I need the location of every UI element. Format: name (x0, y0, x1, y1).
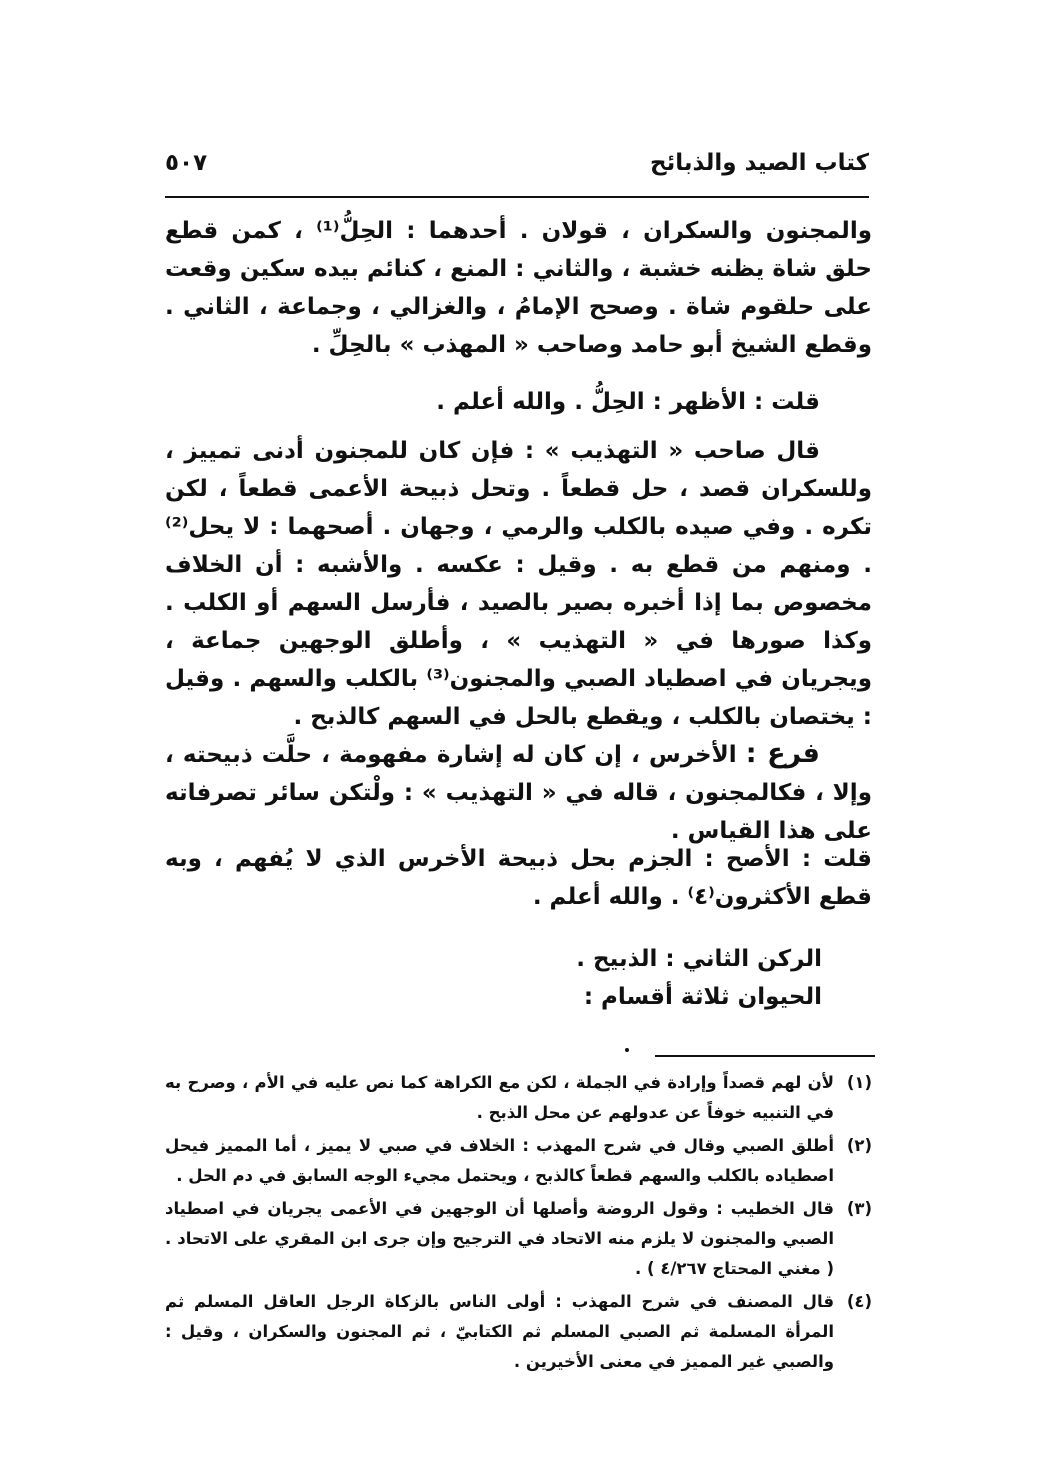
paragraph-5-text: قلت : الأصح : الجزم بحل ذبيحة الأخرس الذي لا يُفهم ، وبه قطع الأكثرون⁽٤⁾ . والله أعلم . (165, 846, 872, 910)
paragraph-3-text: قال صاحب « التهذيب » : فإن كان للمجنون أدنى تمييز ، وللسكران قصد ، حل قطعاً . وتحل ذبيحة الأعمى قطعاً ، لكن تكره . وفي صيده بالكلب والرمي ، وجهان . أصحهما : لا يحل⁽²⁾ . ومنهم من قطع به . وقيل : عكسه . والأشبه : أن الخلاف مخصوص بما إذا أخبره بصير بالصيد ، فأرسل السهم أو الكلب . وكذا صورها في « التهذيب » ، وأطلق الوجهين جماعة ، ويجريان في اصطياد الصبي والمجنون⁽³⁾ بالكلب والسهم . وقيل : يختصان بالكلب ، ويقطع بالحل في السهم كالذبح . (165, 438, 872, 730)
footnote-number: (٢) (846, 1136, 872, 1155)
footnote-number: (١) (846, 1073, 872, 1092)
paragraph-5 (165, 840, 872, 916)
paragraph-4-text: الأخرس ، إن كان له إشارة مفهومة ، حلَّت ذبيحته ، وإلا ، فكالمجنون ، قاله في « التهذيب » : ولْتكن سائر تصرفاته على هذا القياس . (165, 742, 872, 844)
paragraph-2-text: قلت : الأظهر : الحِلُّ . والله أعلم . (436, 389, 820, 415)
separator-dot (625, 1048, 629, 1052)
footnote (165, 1131, 872, 1191)
chapter-title: كتاب الصيد والذبائح (650, 150, 869, 176)
footnote-text: لأن لهم قصداً وإرادة في الجملة ، لكن مع الكراهة كما نص عليه في الأم ، وصرح به في التنبيه خوفاً عن عدولهم عن محل الذبح . (165, 1073, 834, 1122)
header-rule (165, 196, 869, 198)
section-heading (165, 940, 822, 1016)
section-heading-line-1: الركن الثاني : الذبيح . (576, 946, 822, 972)
section-heading-line-2: الحيوان ثلاثة أقسام : (583, 984, 822, 1010)
footnote-number: (٤) (846, 1292, 872, 1311)
footnote (165, 1068, 872, 1128)
paragraph-3 (165, 432, 872, 736)
page-number: ٥٠٧ (165, 150, 208, 176)
paragraph-4 (165, 735, 872, 850)
paragraph-1-text: والمجنون والسكران ، قولان . أحدهما : الحِلُّ⁽¹⁾ ، كمن قطع حلق شاة يظنه خشبة ، والثاني : المنع ، كنائم بيده سكين وقعت على حلقوم شاة . وصحح الإمامُ ، والغزالي ، وجماعة ، الثاني . وقطع الشيخ أبو حامد وصاحب « المهذب » بالحِلِّ . (165, 218, 872, 358)
far-label: فرع : (745, 738, 820, 769)
footnote-text: قال المصنف في شرح المهذب : أولى الناس بالزكاة الرجل العاقل المسلم ثم المرأة المسلمة ثم الصبي المسلم ثم الكتابيّ ، ثم المجنون والسكران ، وقيل : والصبي غير المميز في معنى الأخيرين . (165, 1292, 834, 1371)
paragraph-1 (165, 212, 872, 364)
footnote (165, 1287, 872, 1377)
footnotes (165, 1068, 872, 1380)
footnote-rule (655, 1055, 875, 1057)
footnote-text: قال الخطيب : وقول الروضة وأصلها أن الوجهين في الأعمى يجريان في اصطياد الصبي والمجنون لا يلزم منه الاتحاد في الترجيح وإن جرى ابن المقري على الاتحاد . ( مغني المحتاج ٤/٢٦٧ ) . (165, 1199, 834, 1278)
footnote (165, 1194, 872, 1284)
running-header (165, 150, 869, 190)
paragraph-2 (165, 383, 872, 421)
footnote-number: (٣) (846, 1199, 872, 1218)
footnote-text: أطلق الصبي وقال في شرح المهذب : الخلاف في صبي لا يميز ، أما المميز فيحل اصطياده بالكلب والسهم قطعاً كالذبح ، ويحتمل مجيء الوجه السابق في دم الحل . (165, 1136, 834, 1185)
